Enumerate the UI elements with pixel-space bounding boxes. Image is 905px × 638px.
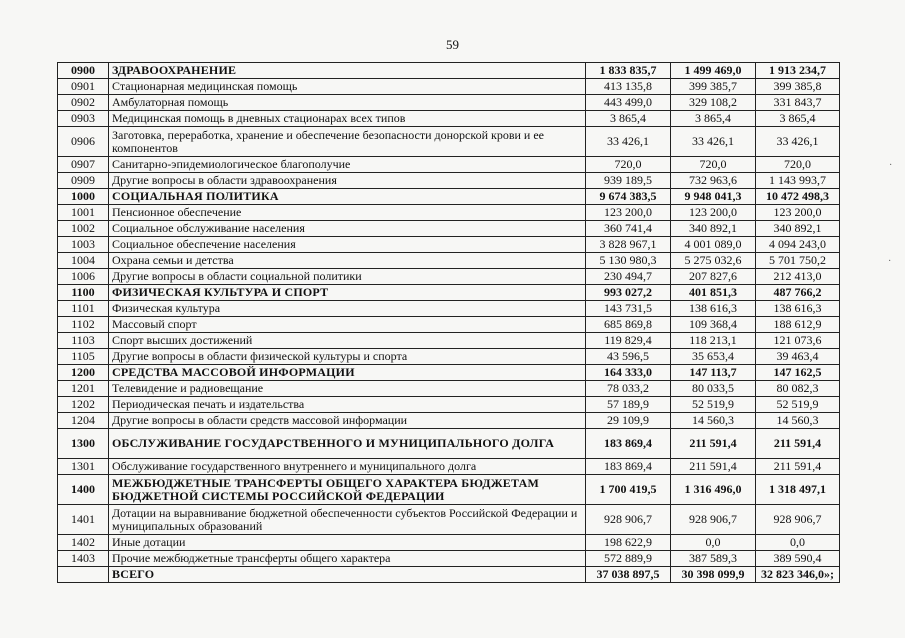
row-name: МЕЖБЮДЖЕТНЫЕ ТРАНСФЕРТЫ ОБЩЕГО ХАРАКТЕРА БЮДЖЕТАМ БЮДЖЕТНОЙ СИСТЕМЫ РОССИЙСКОЙ ФЕДЕРАЦИИ [109,475,586,505]
row-name: Заготовка, переработка, хранение и обеспечение безопасности донорской крови и ее компонентов [109,127,586,157]
row-value-1: 1 833 835,7 [586,63,671,79]
table-row [58,237,840,253]
scan-speck: · [889,160,893,171]
row-value-1: 183 869,4 [586,429,671,459]
budget-table [57,62,840,583]
row-name: СОЦИАЛЬНАЯ ПОЛИТИКА [109,189,586,205]
row-value-2: 720,0 [671,157,756,173]
row-code: 1202 [58,397,109,413]
row-value-2: 0,0 [671,535,756,551]
table-row [58,269,840,285]
row-name: Медицинская помощь в дневных стационарах всех типов [109,111,586,127]
row-code: 0907 [58,157,109,173]
row-value-2: 329 108,2 [671,95,756,111]
row-value-1: 3 865,4 [586,111,671,127]
table-row [58,127,840,157]
row-value-2: 123 200,0 [671,205,756,221]
row-value-2: 4 001 089,0 [671,237,756,253]
row-code: 0906 [58,127,109,157]
row-value-2: 9 948 041,3 [671,189,756,205]
row-name: Иные дотации [109,535,586,551]
scan-speck: · [888,256,892,267]
row-value-1: 928 906,7 [586,505,671,535]
row-name: Стационарная медицинская помощь [109,79,586,95]
row-value-1: 43 596,5 [586,349,671,365]
row-value-2: 33 426,1 [671,127,756,157]
row-value-3: 188 612,9 [756,317,840,333]
row-code: 1300 [58,429,109,459]
row-value-3: 340 892,1 [756,221,840,237]
row-value-1: 57 189,9 [586,397,671,413]
row-value-3: 121 073,6 [756,333,840,349]
row-value-1: 1 700 419,5 [586,475,671,505]
table-row [58,413,840,429]
table-row [58,317,840,333]
row-value-2: 14 560,3 [671,413,756,429]
row-name: ЗДРАВООХРАНЕНИЕ [109,63,586,79]
row-value-3: 39 463,4 [756,349,840,365]
row-value-3: 212 413,0 [756,269,840,285]
row-value-2: 109 368,4 [671,317,756,333]
row-name: Спорт высших достижений [109,333,586,349]
row-value-1: 33 426,1 [586,127,671,157]
row-code: 1200 [58,365,109,381]
row-value-2: 1 499 469,0 [671,63,756,79]
row-name: Обслуживание государственного внутреннего и муниципального долга [109,459,586,475]
row-value-1: 3 828 967,1 [586,237,671,253]
section-row [58,475,840,505]
table-row [58,349,840,365]
table-row [58,205,840,221]
row-code: 1006 [58,269,109,285]
row-code: 1002 [58,221,109,237]
row-value-2: 211 591,4 [671,429,756,459]
row-name: СРЕДСТВА МАССОВОЙ ИНФОРМАЦИИ [109,365,586,381]
table-row [58,157,840,173]
row-name: Социальное обеспечение населения [109,237,586,253]
row-code: 0909 [58,173,109,189]
row-code: 1001 [58,205,109,221]
row-name: Социальное обслуживание населения [109,221,586,237]
row-value-1: 37 038 897,5 [586,567,671,583]
row-value-2: 35 653,4 [671,349,756,365]
row-value-1: 360 741,4 [586,221,671,237]
row-value-1: 5 130 980,3 [586,253,671,269]
row-value-2: 211 591,4 [671,459,756,475]
row-value-1: 443 499,0 [586,95,671,111]
page-number: 59 [446,37,459,52]
section-row [58,429,840,459]
row-value-1: 9 674 383,5 [586,189,671,205]
row-code: 1400 [58,475,109,505]
row-value-3: 1 913 234,7 [756,63,840,79]
row-code: 1204 [58,413,109,429]
table-row [58,381,840,397]
row-name: Другие вопросы в области физической культуры и спорта [109,349,586,365]
row-value-2: 401 851,3 [671,285,756,301]
row-name: Массовый спорт [109,317,586,333]
row-code: 1000 [58,189,109,205]
row-name: ВСЕГО [109,567,586,583]
row-value-1: 413 135,8 [586,79,671,95]
row-value-2: 732 963,6 [671,173,756,189]
row-name: Прочие межбюджетные трансферты общего характера [109,551,586,567]
row-value-1: 123 200,0 [586,205,671,221]
section-row [58,189,840,205]
table-row [58,333,840,349]
row-code: 1201 [58,381,109,397]
row-value-3: 33 426,1 [756,127,840,157]
row-value-3: 928 906,7 [756,505,840,535]
row-value-2: 138 616,3 [671,301,756,317]
section-row [58,567,840,583]
row-name: ОБСЛУЖИВАНИЕ ГОСУДАРСТВЕННОГО И МУНИЦИПАЛЬНОГО ДОЛГА [109,429,586,459]
table-row [58,397,840,413]
row-value-3: 399 385,8 [756,79,840,95]
row-name: ФИЗИЧЕСКАЯ КУЛЬТУРА И СПОРТ [109,285,586,301]
row-name: Физическая культура [109,301,586,317]
row-value-3: 5 701 750,2 [756,253,840,269]
row-value-3: 3 865,4 [756,111,840,127]
row-value-3: 389 590,4 [756,551,840,567]
row-code: 0901 [58,79,109,95]
row-code: 1101 [58,301,109,317]
row-value-1: 720,0 [586,157,671,173]
row-value-3: 123 200,0 [756,205,840,221]
row-value-3: 10 472 498,3 [756,189,840,205]
row-value-3: 331 843,7 [756,95,840,111]
row-value-2: 928 906,7 [671,505,756,535]
row-value-3: 80 082,3 [756,381,840,397]
row-name: Охрана семьи и детства [109,253,586,269]
row-value-3: 14 560,3 [756,413,840,429]
row-value-3: 138 616,3 [756,301,840,317]
row-value-2: 80 033,5 [671,381,756,397]
section-row [58,365,840,381]
row-value-1: 993 027,2 [586,285,671,301]
row-code: 1105 [58,349,109,365]
row-name: Другие вопросы в области социальной политики [109,269,586,285]
row-value-2: 30 398 099,9 [671,567,756,583]
row-code: 1403 [58,551,109,567]
budget-table-body [58,63,840,583]
row-value-1: 685 869,8 [586,317,671,333]
row-value-1: 183 869,4 [586,459,671,475]
row-value-3: 0,0 [756,535,840,551]
row-name: Другие вопросы в области средств массовой информации [109,413,586,429]
row-code [58,567,109,583]
row-code: 0900 [58,63,109,79]
row-value-1: 78 033,2 [586,381,671,397]
row-name: Санитарно-эпидемиологическое благополучие [109,157,586,173]
row-name: Периодическая печать и издательства [109,397,586,413]
row-value-2: 147 113,7 [671,365,756,381]
table-row [58,253,840,269]
table-row [58,505,840,535]
row-value-3: 1 318 497,1 [756,475,840,505]
row-value-3: 52 519,9 [756,397,840,413]
row-value-2: 399 385,7 [671,79,756,95]
row-value-2: 3 865,4 [671,111,756,127]
row-code: 1003 [58,237,109,253]
row-name: Другие вопросы в области здравоохранения [109,173,586,189]
row-name: Телевидение и радиовещание [109,381,586,397]
row-value-3: 147 162,5 [756,365,840,381]
table-row [58,111,840,127]
row-value-1: 939 189,5 [586,173,671,189]
row-value-3: 720,0 [756,157,840,173]
row-value-1: 143 731,5 [586,301,671,317]
row-value-1: 164 333,0 [586,365,671,381]
row-value-3: 4 094 243,0 [756,237,840,253]
row-value-2: 340 892,1 [671,221,756,237]
row-value-3: 211 591,4 [756,429,840,459]
table-row [58,535,840,551]
row-code: 0903 [58,111,109,127]
table-row [58,221,840,237]
table-row [58,95,840,111]
row-value-3: 1 143 993,7 [756,173,840,189]
row-value-2: 5 275 032,6 [671,253,756,269]
row-value-1: 29 109,9 [586,413,671,429]
row-value-2: 1 316 496,0 [671,475,756,505]
row-value-1: 119 829,4 [586,333,671,349]
row-code: 0902 [58,95,109,111]
row-name: Пенсионное обеспечение [109,205,586,221]
table-row [58,459,840,475]
row-code: 1301 [58,459,109,475]
section-row [58,285,840,301]
row-value-2: 207 827,6 [671,269,756,285]
row-value-3: 487 766,2 [756,285,840,301]
table-row [58,301,840,317]
row-code: 1100 [58,285,109,301]
row-code: 1102 [58,317,109,333]
row-name: Дотации на выравнивание бюджетной обеспеченности субъектов Российской Федерации и муниципальных образований [109,505,586,535]
section-row [58,63,840,79]
row-code: 1103 [58,333,109,349]
row-value-2: 387 589,3 [671,551,756,567]
row-code: 1401 [58,505,109,535]
row-value-1: 198 622,9 [586,535,671,551]
row-code: 1402 [58,535,109,551]
row-name: Амбулаторная помощь [109,95,586,111]
row-value-2: 52 519,9 [671,397,756,413]
row-value-3: 211 591,4 [756,459,840,475]
row-code: 1004 [58,253,109,269]
row-value-1: 572 889,9 [586,551,671,567]
table-row [58,79,840,95]
row-value-1: 230 494,7 [586,269,671,285]
row-value-3: 32 823 346,0»; [756,567,840,583]
row-value-2: 118 213,1 [671,333,756,349]
table-row [58,173,840,189]
table-row [58,551,840,567]
